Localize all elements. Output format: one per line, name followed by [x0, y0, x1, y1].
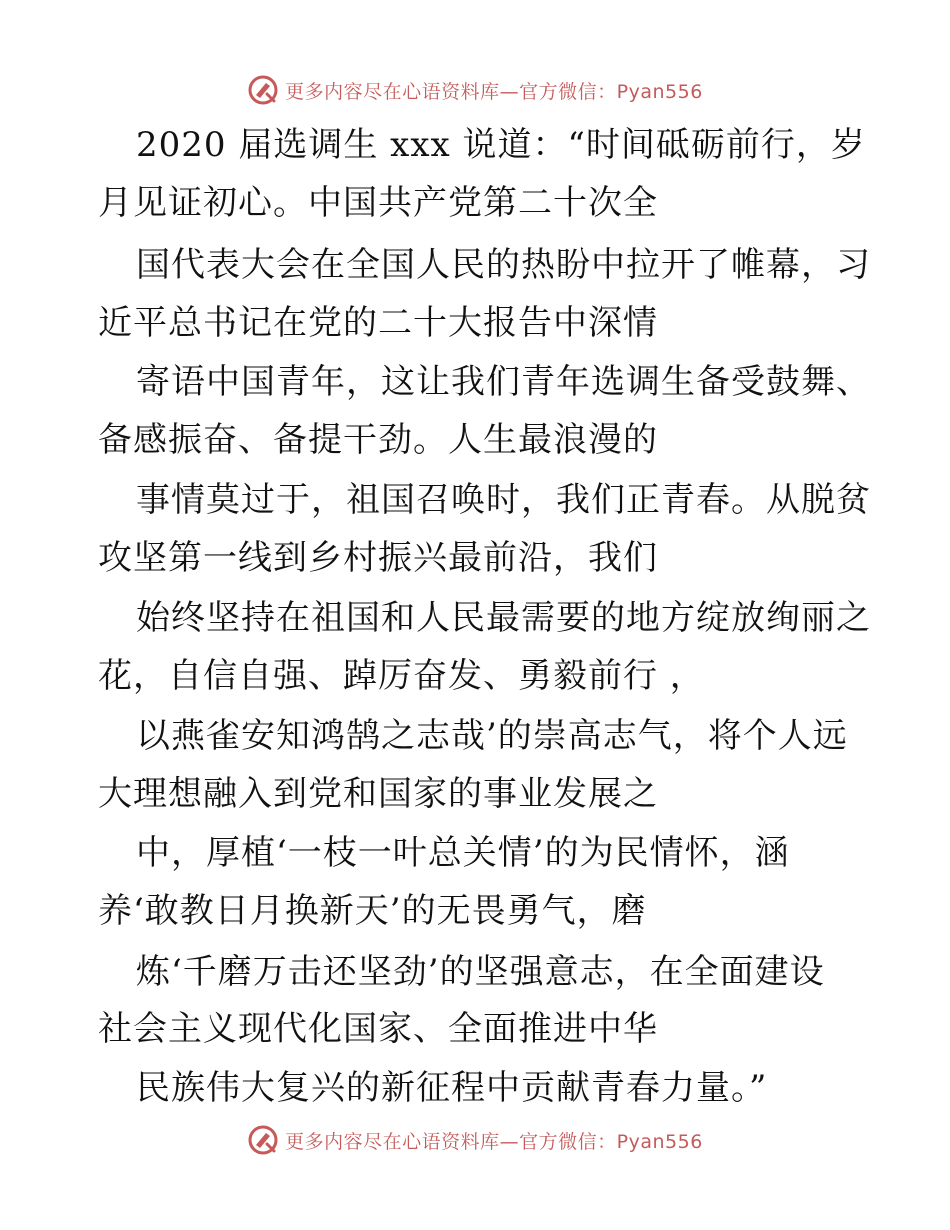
footer-watermark — [0, 1120, 950, 1160]
paragraph-line: 事情莫过于，祖国召唤时，我们正青春。从脱贫 — [136, 480, 871, 520]
header-watermark — [0, 70, 950, 110]
paragraph-line: 民族伟大复兴的新征程中贡献青春力量。” — [136, 1068, 768, 1108]
paragraph-line: 近平总书记在党的二十大报告中深情 — [98, 303, 658, 343]
paragraph-line: 国代表大会在全国人民的热盼中拉开了帷幕，习 — [136, 245, 871, 285]
paragraph-line: 养‘敢教日月换新天’的无畏勇气，磨 — [98, 891, 647, 931]
paragraph-line: 社会主义现代化国家、全面推进中华 — [98, 1009, 658, 1049]
paragraph-line: 攻坚第一线到乡村振兴最前沿，我们 — [98, 538, 658, 578]
paragraph-line: 花，自信自强、踔厉奋发、勇毅前行 ， — [98, 656, 705, 696]
paragraph-line: 备感振奋、备提干劲。人生最浪漫的 — [98, 420, 658, 460]
header-watermark-text: 更多内容尽在心语资料库—官方微信：Pyan556 — [285, 80, 703, 103]
footer-watermark-text: 更多内容尽在心语资料库—官方微信：Pyan556 — [285, 1130, 703, 1153]
paragraph-line: 大理想融入到党和国家的事业发展之 — [98, 774, 658, 814]
paragraph-line: 始终坚持在祖国和人民最需要的地方绽放绚丽之 — [136, 598, 871, 638]
paragraph-line: 2020 届选调生 xxx 说道：“时间砥砺前行，岁 — [136, 125, 866, 165]
paragraph-line: 以燕雀安知鸿鹄之志哉’的崇高志气，将个人远 — [136, 716, 848, 756]
paragraph-line: 月见证初心。中国共产党第二十次全 — [98, 183, 658, 223]
paragraph-line: 中，厚植‘一枝一叶总关情’的为民情怀，涵 — [136, 833, 790, 873]
brand-logo-icon — [247, 1124, 279, 1156]
paragraph-line: 寄语中国青年，这让我们青年选调生备受鼓舞、 — [136, 362, 871, 402]
brand-logo-icon — [247, 74, 279, 106]
paragraph-line: 炼‘千磨万击还坚劲’的坚强意志，在全面建设 — [136, 952, 825, 992]
